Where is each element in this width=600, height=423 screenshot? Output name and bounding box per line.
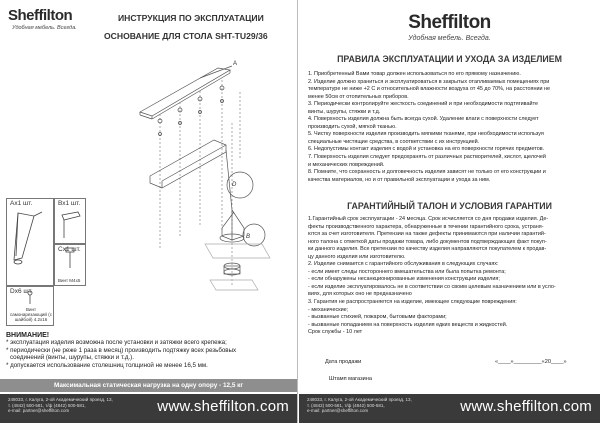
load-bar: Максимальная статическая нагрузка на одну опору - 12,5 кг — [0, 379, 297, 392]
label-a: А — [233, 61, 238, 67]
rules-list: 1. Приобретенный Вами товар должен использоваться по его прямому назначению. 2. Изделие должно храниться и эксплуатироваться в закрытых отапливаемых помещениях при температуре не ниже +2 С и относительной влажности воздуха от 45 до 70%, на расстоянии не менее 50см от отопительных приборов. 3. Периодически контролируйте жесткость соединений и при необходимости подтягивайте винты, шурупы, стяжки и т.д. 4. Поверхность изделия должна быть всегда сухой. Удаление влаги с поверхности следует производить сухой, мягкой тканью. 5. Чистку поверхности изделия производить мягкими тканями, при необходимости используя специальные чистящие средства, в соответствии с их инструкцией. 6. Недопустимы контакт изделия с водой и установка на его поверхности горячих предметов. 7. Поверхность изделия следует предохранять от различных растворителей, кислот, щелочей и механических повреждений. 8. Помните, что сохранность и долговечность изделия зависят не только от его конструкции и качества материалов, но и от правильной эксплуатации и ухода за ним. — [308, 71, 551, 183]
brand-tagline: Удобная мебель. Всегда. — [408, 35, 491, 42]
label-d: D — [232, 182, 237, 188]
parts-icons — [0, 198, 100, 338]
warning-line: * периодически (не реже 1 раза в месяц) производить подтяжку всех резьбовых — [6, 346, 237, 354]
warning-line: * эксплуатация изделия возможна после установки и затяжки всего крепежа; — [6, 339, 227, 347]
part-c-label: Сх1 шт. — [58, 246, 81, 253]
stamp-label: Штамп магазина — [329, 376, 372, 382]
rules-heading: ПРАВИЛА ЭКСПЛУАТАЦИИ И УХОДА ЗА ИЗДЕЛИЕМ — [337, 54, 562, 64]
instruction-page — [0, 0, 298, 423]
instruction-title: ИНСТРУКЦИЯ ПО ЭКСПЛУАТАЦИИ — [118, 13, 264, 23]
footer-address: 248033, г. Калуга, 2-ой Академический проезд, 13, т. (4842) 500-581, т/ф (4842) 500-581, e-mail: partner@sheffilton.com — [8, 397, 113, 414]
left-footer — [0, 394, 297, 423]
footer-website-link[interactable]: www.sheffilton.com — [460, 398, 592, 415]
part-b-label: Вх1 шт. — [58, 200, 81, 207]
warning-block — [6, 332, 294, 369]
product-title: ОСНОВАНИЕ ДЛЯ СТОЛА SHT-TU29/36 — [104, 31, 268, 41]
brand-logo: Sheffilton — [408, 12, 491, 33]
footer-address: 248033, г. Калуга, 2-ой Академический проезд, 13, т. (4842) 500-581, т/ф (4842) 500-581, e-mail: partner@sheffilton.com — [307, 397, 412, 414]
part-a-label: Ах1 шт. — [10, 200, 33, 207]
warning-line: соединений (винты, шурупы, стяжки и т.д.). — [10, 354, 134, 362]
bolt-note: Винт М4х5 — [58, 278, 81, 283]
brand-tagline: Удобная мебель. Всегда. — [12, 25, 77, 31]
footer-website-link[interactable]: www.sheffilton.com — [157, 398, 289, 415]
label-b: B — [246, 234, 251, 240]
warning-title: ВНИМАНИЕ! — [6, 332, 50, 339]
sale-date-field: «____»_________«20____» — [495, 359, 567, 365]
warranty-page — [299, 0, 600, 423]
sale-date-label: Дата продажи — [325, 359, 362, 365]
warranty-terms: 1.Гарантийный срок эксплуатации - 24 месяца. Срок исчисляется со дня продажи изделия. Де- фекты производственного характера, обнаруженные в течении гарантийного срока, устраня- ются за счет изготовителя. Претензии на также дефекты принимаются при наличии гарантий- ного талона с отметкой даты продажи товара, либо документов подтверждающих факт покуп- ки данного изделия. Все претензии по качеству изделия направляются покупателем к продав- цу данного изделия или изготовителю. 2. Изделие снимается с гарантийного обслуживания в следующих случаях: - если имеет следы постороннего вмешательства или была попытка ремонта; - если обнаружены несанкционированные изменения конструкции изделия; - если изделие эксплуатировалось не в соответствии со своим целевым назначением или в усло- виях, для которых оно не предназначено 3. Гарантия не распространяется на изделие, имеющее следующие повреждения: - механические; - вызванные стихией, пожаром, бытовыми факторами; - вызванные попаданием на поверхность изделия едких веществ и жидкостей. Срок службы - 10 лет — [308, 216, 556, 336]
part-d-label: Dх6 шт. — [10, 288, 33, 295]
warning-line: * допускается использование столешниц толщиной не менее 16,5 мм. — [6, 361, 208, 369]
right-footer — [299, 394, 600, 423]
brand-logo: Sheffilton — [8, 7, 73, 24]
screw-note: Винт самонарезающий (с шайбой) 4.2х16 — [10, 307, 52, 322]
warranty-heading: ГАРАНТИЙНЫЙ ТАЛОН И УСЛОВИЯ ГАРАНТИИ — [347, 201, 552, 211]
